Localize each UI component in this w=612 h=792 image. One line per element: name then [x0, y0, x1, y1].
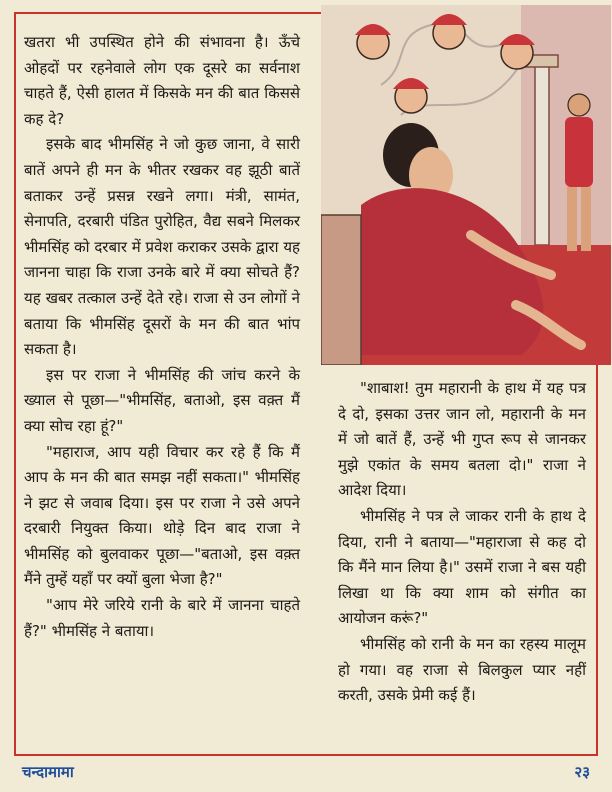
paragraph: इसके बाद भीमसिंह ने जो कुछ जाना, वे सारी बातें अपने ही मन के भीतर रखकर वह झूठी बातें बताकर उन्हें प्रसन्न रखने लगा। मंत्री, सामंत, सेनापति, दरबारी पंडित पुरोहित, वैद्य सबने मिलकर भीमसिंह को दरबार में प्रवेश कराकर उसके द्वारा यह जानना चाहा कि राजा उनके बारे में क्या सोचते हैं? यह खबर तत्काल उन्हें देते रहे। राजा से उन लोगों ने बताया कि भीमसिंह दूसरों के मन की बात भांप सकता है। — [24, 135, 300, 359]
paragraph: भीमसिंह को रानी के मन का रहस्य मालूम हो गया। वह राजा से बिलकुल प्यार नहीं करती, उसके प्रेमी कई हैं। — [338, 634, 586, 705]
paragraph: इस पर राजा ने भीमसिंह की जांच करने के ख्याल से पूछा—"भीमसिंह, बताओ, इस वक़्त मैं क्या सोच रहा हूं?" — [24, 365, 300, 435]
paragraph: "शाबाश! तुम महारानी के हाथ में यह पत्र दे दो, इसका उत्तर जान लो, महारानी के मन में जो बातें हैं, उन्हें भी गुप्त रूप से जानकर मुझे एकांत के समय बतला दो।" राजा ने आदेश दिया। — [338, 379, 586, 500]
magazine-title: चन्दामामा — [22, 763, 74, 781]
paragraph: भीमसिंह ने पत्र ले जाकर रानी के हाथ दे दिया, रानी ने बताया—"महाराजा से कह दो कि मैंने मान लिया है।" उसमें राजा ने बस यही लिखा था कि क्या शाम को संगीत का आयोजन करूं?" — [338, 506, 586, 628]
left-text-column — [24, 30, 300, 644]
paragraph: खतरा भी उपस्थित होने की संभावना है। ऊँचे ओहदों पर रहनेवाले लोग एक दूसरे का सर्वनाश चाहते हैं, ऐसी हालत में किसके मन की बात किससे कह दे? — [24, 33, 300, 128]
queen-and-courtiers-illustration — [321, 5, 611, 365]
paragraph: "महाराज, आप यही विचार कर रहे हैं कि मैं आप के मन की बात समझ नहीं सकता।" भीमसिंह ने झट से जवाब दिया। इस पर राजा ने उसे अपने दरबारी नियुक्त किया। थोड़े दिन बाद राजा ने भीमसिंह को बुलवाकर पूछा—"बताओ, इस वक़्त मैंने तुम्हें यहाँ पर क्यों बुला भेजा है?" — [24, 442, 300, 589]
page-footer — [0, 758, 612, 786]
page-number: २३ — [574, 763, 590, 781]
story-illustration — [321, 5, 611, 365]
right-text-column — [338, 376, 586, 709]
paragraph: "आप मेरे जरिये रानी के बारे में जानना चाहते हैं?" भीमसिंह ने बताया। — [24, 596, 300, 640]
